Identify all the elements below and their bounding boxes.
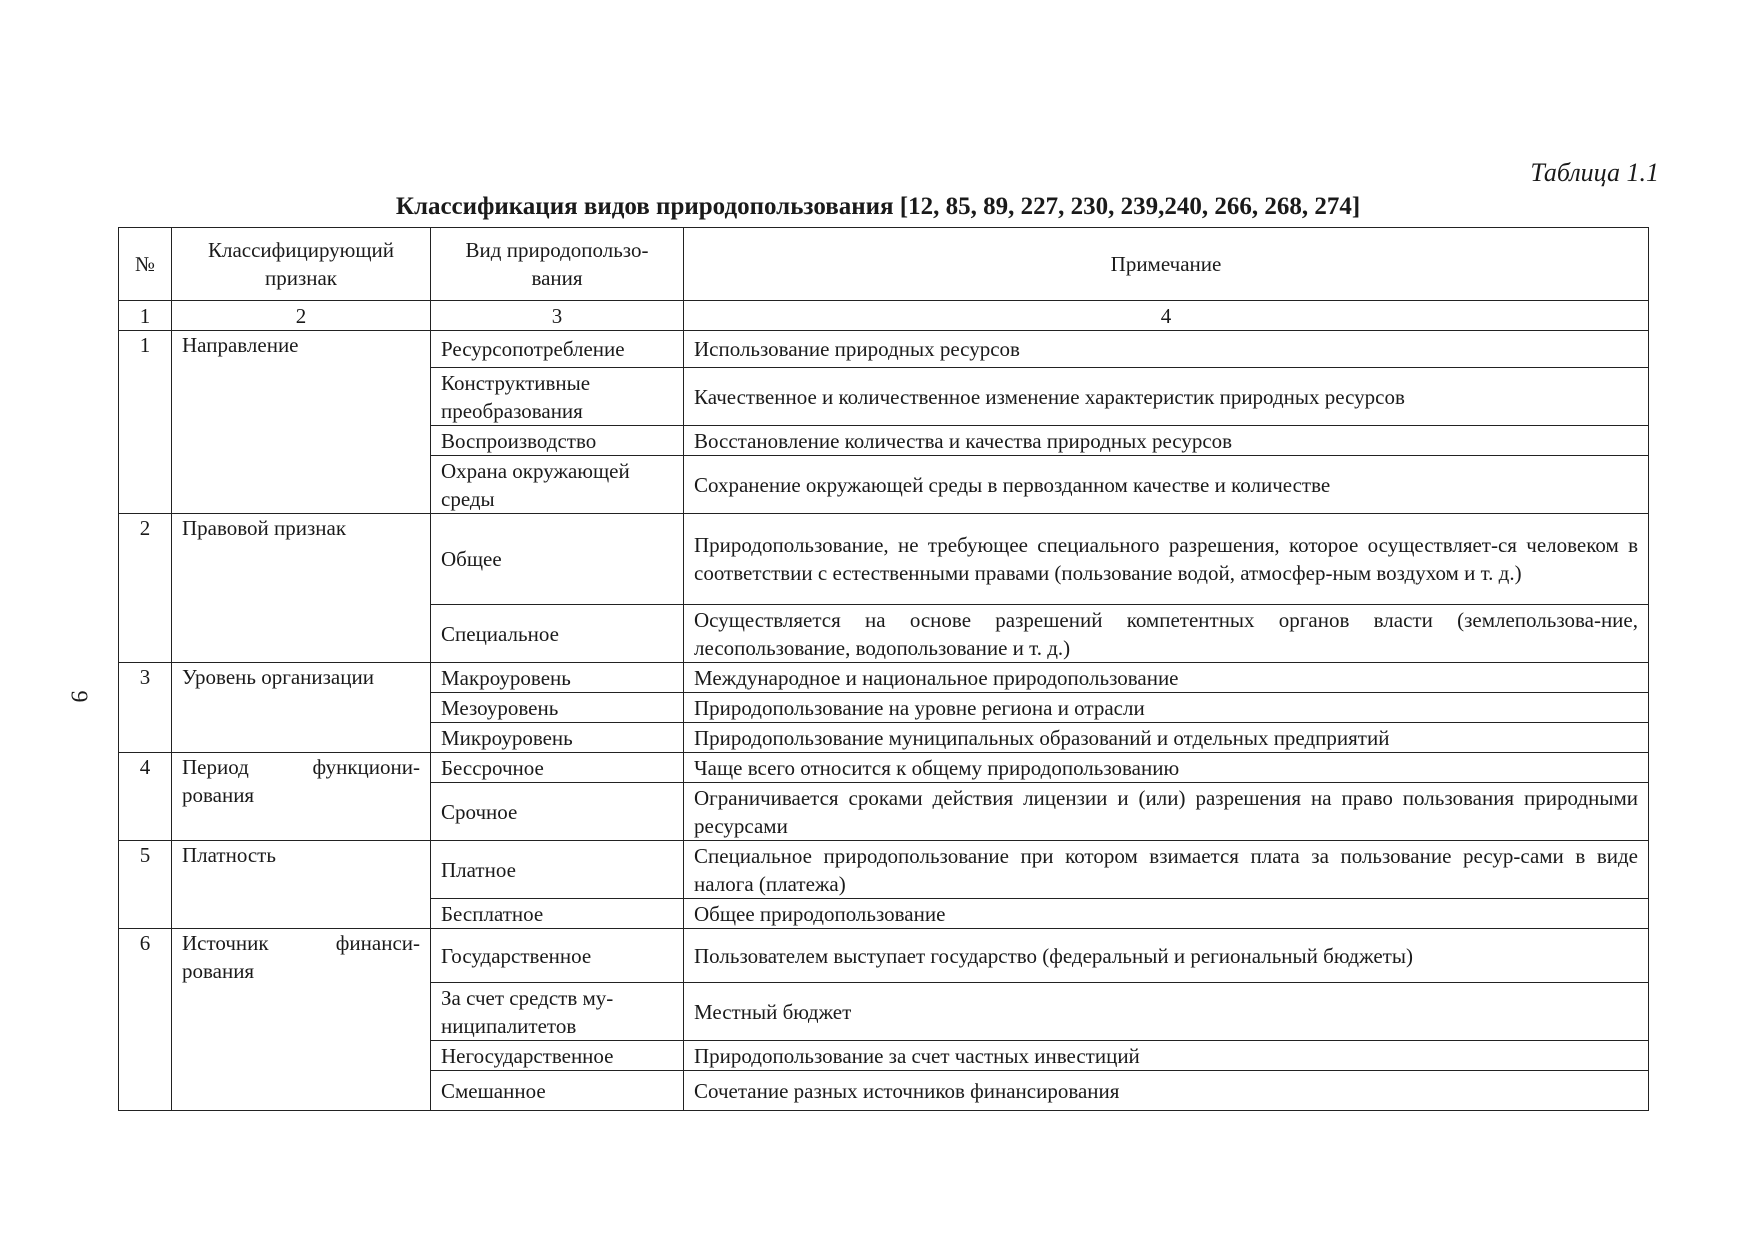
classifying-feature bbox=[172, 663, 431, 753]
table-row bbox=[119, 841, 1649, 899]
usage-type: Срочное bbox=[431, 783, 684, 841]
usage-type: Негосударственное bbox=[431, 1041, 684, 1071]
usage-note: Природопользование за счет частных инвестиций bbox=[684, 1041, 1649, 1071]
usage-type: Смешанное bbox=[431, 1071, 684, 1111]
usage-type: Мезоуровень bbox=[431, 693, 684, 723]
usage-type: Специальное bbox=[431, 605, 684, 663]
index-cell: 3 bbox=[431, 301, 684, 331]
classifying-feature-text: Направление bbox=[182, 333, 299, 357]
index-cell: 1 bbox=[119, 301, 172, 331]
classifying-feature-text: Период функциони-рования bbox=[182, 755, 420, 807]
classification-table bbox=[118, 227, 1649, 1111]
group-number: 6 bbox=[119, 929, 172, 1111]
usage-note: Международное и национальное природопользование bbox=[684, 663, 1649, 693]
table-row bbox=[119, 514, 1649, 605]
classifying-feature bbox=[172, 929, 431, 1111]
table-row bbox=[119, 331, 1649, 368]
usage-type: Платное bbox=[431, 841, 684, 899]
table-row bbox=[119, 753, 1649, 783]
page-number: 9 bbox=[65, 690, 92, 703]
group-number: 5 bbox=[119, 841, 172, 929]
table-row bbox=[119, 929, 1649, 983]
classifying-feature-text: Источник финанси-рования bbox=[182, 931, 420, 983]
usage-note: Пользователем выступает государство (федеральный и региональный бюджеты) bbox=[684, 929, 1649, 983]
usage-type: Общее bbox=[431, 514, 684, 605]
usage-type: Государственное bbox=[431, 929, 684, 983]
usage-type: Бесплатное bbox=[431, 899, 684, 929]
usage-note: Восстановление количества и качества природных ресурсов bbox=[684, 426, 1649, 456]
classifying-feature-text: Уровень организации bbox=[182, 665, 374, 689]
usage-type: Бессрочное bbox=[431, 753, 684, 783]
usage-type: Воспроизводство bbox=[431, 426, 684, 456]
header-note: Примечание bbox=[684, 228, 1649, 301]
header-type: Вид природопользо-вания bbox=[431, 228, 684, 301]
usage-note: Природопользование муниципальных образований и отдельных предприятий bbox=[684, 723, 1649, 753]
usage-type: Охрана окружающей среды bbox=[431, 456, 684, 514]
classifying-feature bbox=[172, 514, 431, 663]
usage-type: Макроуровень bbox=[431, 663, 684, 693]
group-number: 1 bbox=[119, 331, 172, 514]
usage-note: Чаще всего относится к общему природопользованию bbox=[684, 753, 1649, 783]
index-cell: 2 bbox=[172, 301, 431, 331]
classifying-feature bbox=[172, 331, 431, 514]
usage-type: Микроуровень bbox=[431, 723, 684, 753]
usage-note: Природопользование, не требующее специального разрешения, которое осуществляет-ся человеком в соответствии с естественными правами (пользование водой, атмосфер-ным воздухом и т. д.) bbox=[684, 514, 1649, 605]
usage-note: Специальное природопользование при котором взимается плата за пользование ресур-сами в виде налога (платежа) bbox=[684, 841, 1649, 899]
index-row bbox=[119, 301, 1649, 331]
usage-note: Осуществляется на основе разрешений компетентных органов власти (землепользова-ние, лесопользование, водопользование и т. д.) bbox=[684, 605, 1649, 663]
usage-note: Местный бюджет bbox=[684, 983, 1649, 1041]
table-row bbox=[119, 663, 1649, 693]
header-row bbox=[119, 228, 1649, 301]
usage-note: Ограничивается сроками действия лицензии и (или) разрешения на право пользования природными ресурсами bbox=[684, 783, 1649, 841]
classifying-feature bbox=[172, 753, 431, 841]
classifying-feature-text: Правовой признак bbox=[182, 516, 347, 540]
usage-type: Конструктивные преобразования bbox=[431, 368, 684, 426]
index-cell: 4 bbox=[684, 301, 1649, 331]
group-number: 4 bbox=[119, 753, 172, 841]
usage-note: Природопользование на уровне региона и отрасли bbox=[684, 693, 1649, 723]
group-number: 3 bbox=[119, 663, 172, 753]
header-num: № bbox=[119, 228, 172, 301]
usage-note: Качественное и количественное изменение характеристик природных ресурсов bbox=[684, 368, 1649, 426]
usage-note: Использование природных ресурсов bbox=[684, 331, 1649, 368]
table-caption: Таблица 1.1 bbox=[1530, 158, 1659, 187]
usage-note: Сочетание разных источников финансирования bbox=[684, 1071, 1649, 1111]
classifying-feature bbox=[172, 841, 431, 929]
usage-note: Общее природопользование bbox=[684, 899, 1649, 929]
usage-note: Сохранение окружающей среды в первозданном качестве и количестве bbox=[684, 456, 1649, 514]
classifying-feature-text: Платность bbox=[182, 843, 276, 867]
group-number: 2 bbox=[119, 514, 172, 663]
usage-type: Ресурсопотребление bbox=[431, 331, 684, 368]
table-title: Классификация видов природопользования [12, 85, 89, 227, 230, 239,240, 266, 268, 274] bbox=[395, 193, 1361, 220]
usage-type: За счет средств му-ниципалитетов bbox=[431, 983, 684, 1041]
header-feature: Классифицирующий признак bbox=[172, 228, 431, 301]
